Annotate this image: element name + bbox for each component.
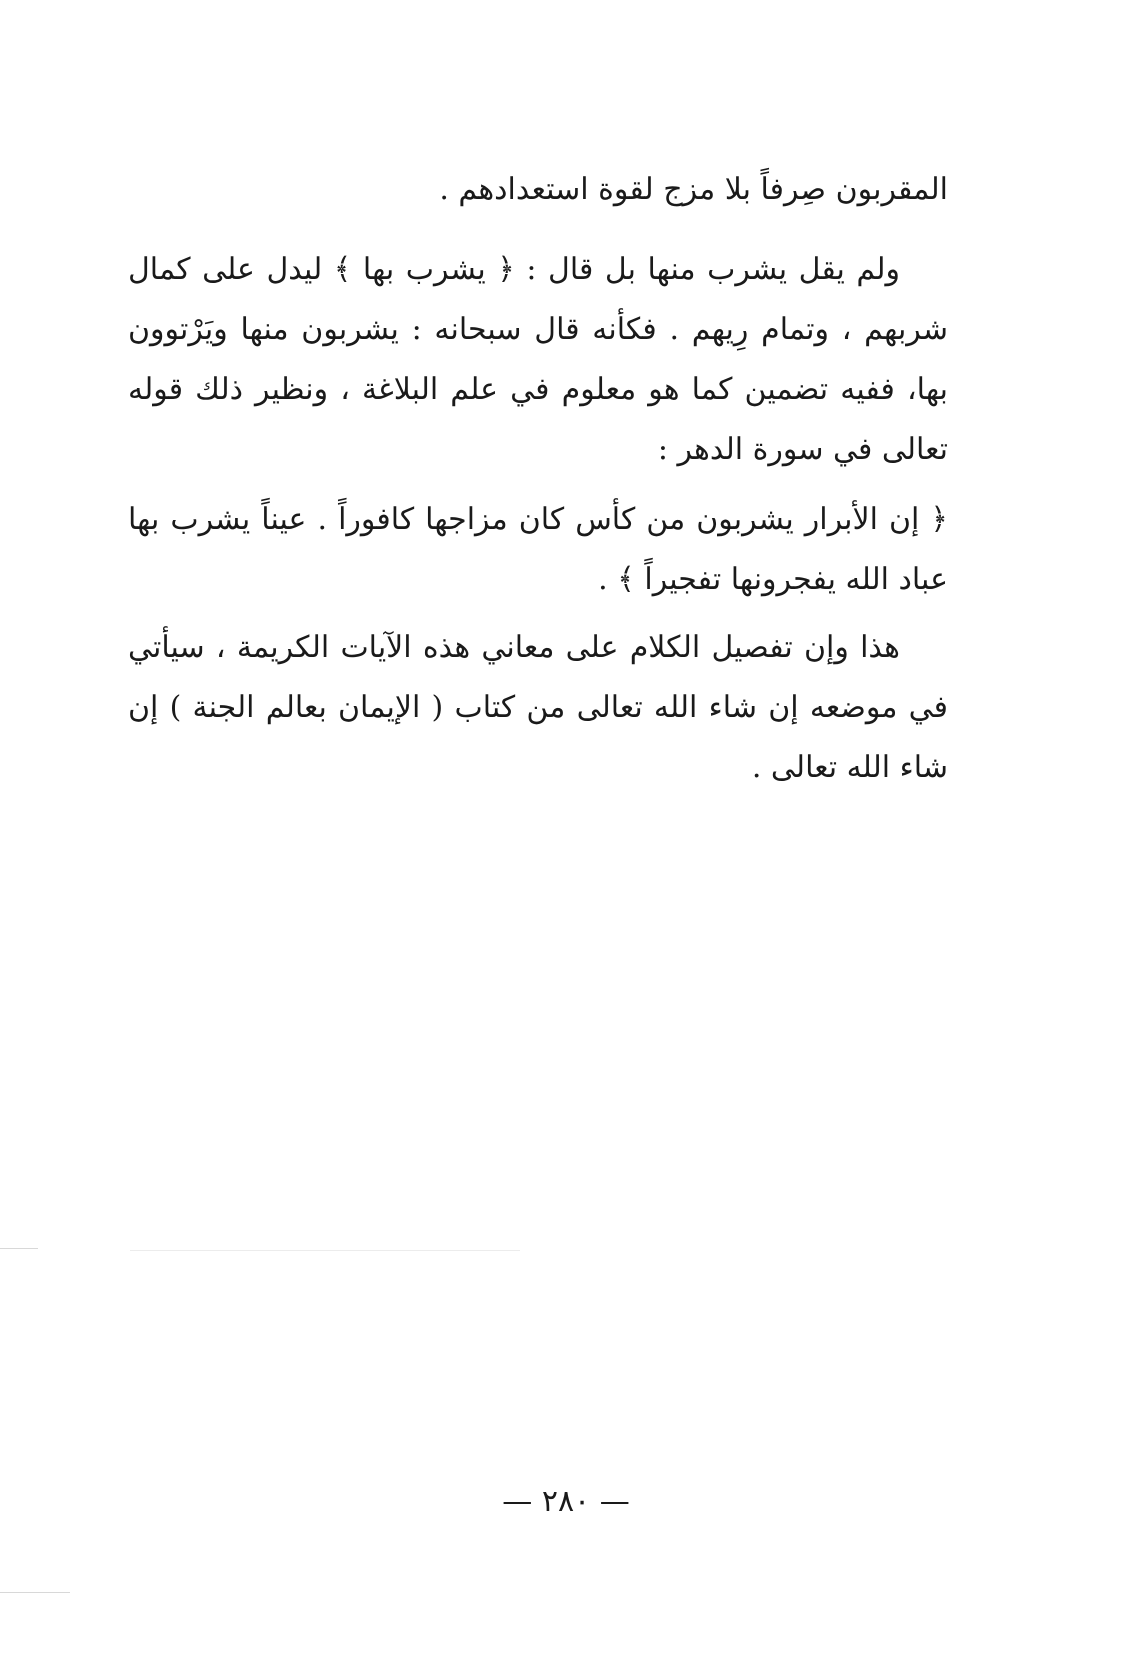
page-number: — ٢٨٠ — (502, 1484, 630, 1519)
paragraph-closing: هذا وإن تفصيل الكلام على معاني هذه الآيات الكريمة ، سيأتي في موضعه إن شاء الله تعالى من كتاب ( الإيمان بعالم الجنة ) إن شاء الله تعالى . (128, 630, 948, 785)
paragraph-quran-verse: ﴿ إن الأبرار يشربون من كأس كان مزاجها كافوراً . عيناً يشرب بها عباد الله يفجرونها تفجيراً ﴾ . (128, 502, 948, 597)
scan-artifact-line (130, 1250, 520, 1251)
scan-artifact-line (0, 1248, 38, 1249)
scan-artifact-line (0, 1592, 70, 1593)
paragraph-continuation: المقربون صِرفاً بلا مزج لقوة استعدادهم . (439, 172, 948, 207)
paragraph-explanation: ولم يقل يشرب منها بل قال : ﴿ يشرب بها ﴾ ليدل على كمال شربهم ، وتمام رِيهم . فكأنه قال سبحانه : يشربون منها ويَرْتوون بها، ففيه تضمين كما هو معلوم في علم البلاغة ، ونظير ذلك قوله تعالى في سورة الدهر : (128, 252, 948, 467)
